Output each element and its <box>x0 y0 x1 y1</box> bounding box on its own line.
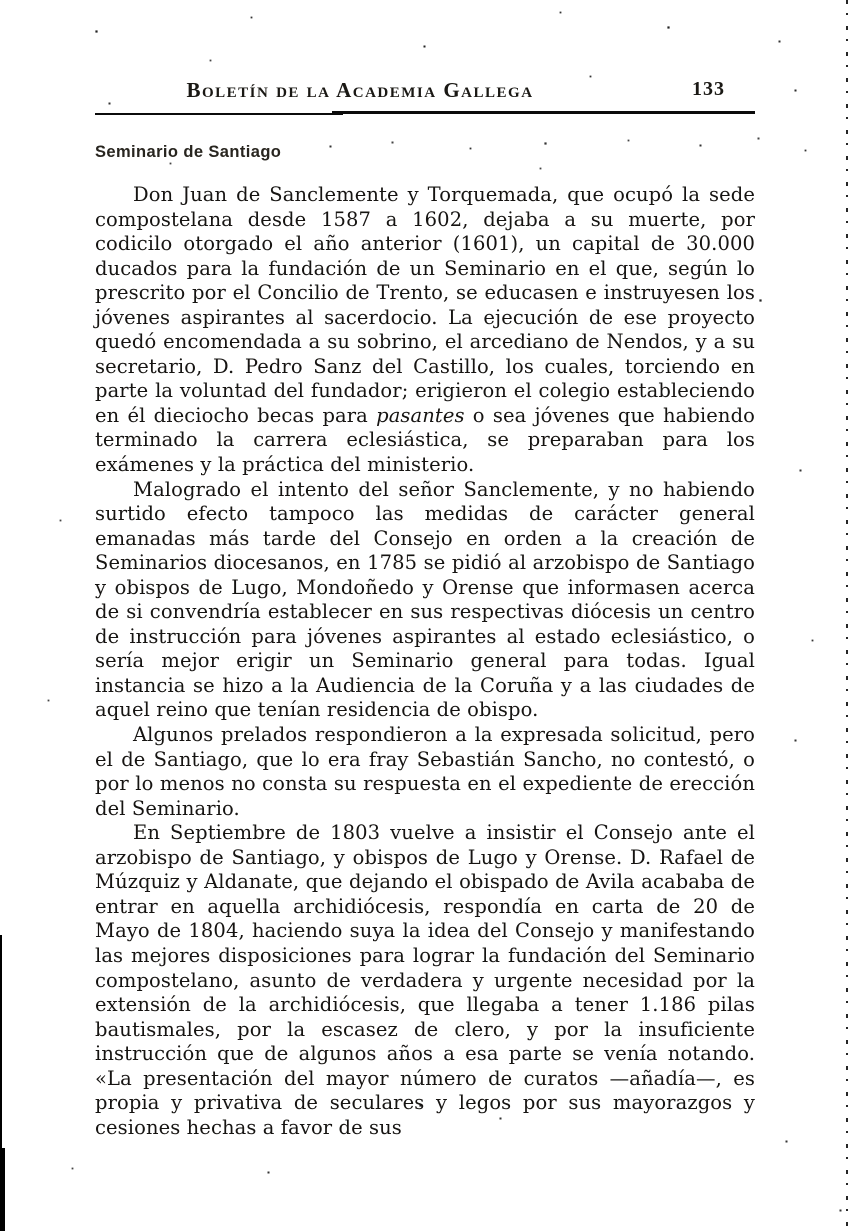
header-rule <box>95 111 755 116</box>
journal-title: Boletín de la Academia Gallega <box>186 78 534 102</box>
scan-edge-right <box>846 0 848 1231</box>
paragraph-4: En Septiembre de 1803 vuelve a insistir el Consejo ante el arzobispo de Santiago, y obispos de Lugo y Orense. D. Rafael de Múzquiz y Aldanate, que dejando el obispado de Avila acababa de entrar en aquella archidiócesis, respondía en carta de 20 de Mayo de 1804, haciendo suya la idea del Consejo y manifestando las mejores disposiciones para lograr la fundación del Seminario compostelano, asunto de verdadera y urgente necesidad por la extensión de la archidiócesis, que llegaba a tener 1.186 pilas bautismales, por la escasez de clero, y por la insuficiente instrucción que de algunos años a esa parte se venía notando. «La presentación del mayor número de curatos —añadía—, es propia y privativa de seculares y legos por sus mayorazgos y cesiones hechas a favor de sus <box>95 821 755 1139</box>
paragraph-2: Malogrado el intento del señor Sanclemente, y no habiendo surtido efecto tampoco las medidas de carácter general emanadas más tarde del Consejo en orden a la creación de Seminarios diocesanos, en 1785 se pidió al arzobispo de Santiago y obispos de Lugo, Mondoñedo y Orense que informasen acerca de si convendría establecer en sus respectivas diócesis un centro de instrucción para jóvenes aspirantes al estado eclesiástico, o sería mejor erigir un Seminario general para todas. Igual instancia se hizo a la Audiencia de la Coruña y a las ciudades de aquel reino que tenían residencia de obispo. <box>95 477 755 722</box>
header-rule-left-segment <box>95 113 343 115</box>
page-header <box>95 78 755 102</box>
paragraph-1-text-cont: o sea jóvenes que habiendo terminado la carrera eclesiástica, se preparaban para los exámenes y la práctica del ministerio. <box>95 403 755 477</box>
header-rule-right-segment <box>332 111 755 114</box>
paragraph-1-text: Don Juan de Sanclemente y Torquemada, que ocupó la sede compostelana desde 1587 a 1602, dejaba a su muerte, por codicilo otorgado el año anterior (1601), un capital de 30.000 ducados para la fundación de un Seminario en el que, según lo prescrito por el Concilio de Trento, se educasen e instruyesen los jóvenes aspirantes al sacerdocio. La ejecución de ese proyecto quedó encomendada a su sobrino, el arcediano de Nendos, y a su secretario, D. Pedro Sanz del Castillo, los cuales, torciendo en parte la voluntad del fundador; erigieron el colegio estableciendo en él dieciocho becas para <box>95 183 755 427</box>
scan-noise-speckles <box>0 0 1 1</box>
paragraph-1 <box>95 183 755 478</box>
paragraph-1-italic-term: pasantes <box>376 403 465 427</box>
section-heading: Seminario de Santiago <box>95 143 282 161</box>
page-number: 133 <box>692 78 725 100</box>
scan-edge-left-corner <box>0 1148 5 1231</box>
page-content <box>95 0 755 1140</box>
article-body <box>95 183 755 1140</box>
paragraph-3: Algunos prelados respondieron a la expresada solicitud, pero el de Santiago, que lo era fray Sebastián Sancho, no contestó, o por lo menos no consta su respuesta en el expediente de erección del Seminario. <box>95 723 755 820</box>
